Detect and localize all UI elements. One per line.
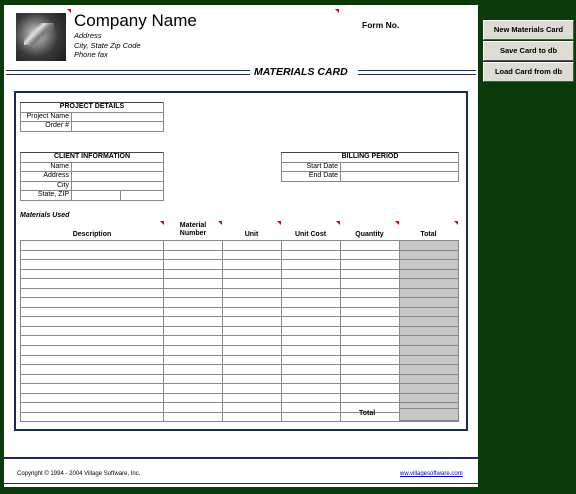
material-number-cell[interactable]: [163, 269, 222, 279]
col-description: Description: [72, 231, 112, 238]
title-bar: [4, 66, 478, 78]
col-unit-cost: Unit Cost: [294, 231, 327, 238]
table-row: [21, 307, 459, 317]
description-cell[interactable]: [21, 317, 164, 327]
description-cell[interactable]: [21, 326, 164, 336]
client-information-table: [20, 152, 164, 201]
client-address-label: Address: [21, 172, 72, 182]
col-material-number: Material Number: [179, 222, 207, 237]
table-row: [21, 298, 459, 308]
materials-table: [20, 240, 459, 422]
unit-cell[interactable]: [222, 279, 281, 289]
company-city-state-zip[interactable]: City, State Zip Code: [74, 41, 141, 50]
client-city-field[interactable]: [72, 181, 164, 191]
quantity-cell[interactable]: [340, 260, 399, 270]
unit-cell[interactable]: [222, 412, 281, 422]
comment-marker[interactable]: [395, 221, 399, 225]
material-number-cell[interactable]: [163, 336, 222, 346]
total-cell: [399, 250, 458, 260]
total-cell: [399, 317, 458, 327]
client-address-field[interactable]: [72, 172, 164, 182]
material-number-cell[interactable]: [163, 317, 222, 327]
unit-cell[interactable]: [222, 403, 281, 413]
material-number-cell[interactable]: [163, 326, 222, 336]
description-cell[interactable]: [21, 393, 164, 403]
total-cell: [399, 241, 458, 251]
unit-cost-cell[interactable]: [281, 326, 340, 336]
description-cell[interactable]: [21, 346, 164, 356]
unit-cell[interactable]: [222, 269, 281, 279]
comment-marker[interactable]: [454, 221, 458, 225]
material-number-cell[interactable]: [163, 298, 222, 308]
unit-cell[interactable]: [222, 355, 281, 365]
quantity-cell[interactable]: [340, 346, 399, 356]
material-number-cell[interactable]: [163, 279, 222, 289]
table-row: [21, 403, 459, 413]
quantity-cell[interactable]: [340, 279, 399, 289]
materials-used-label: Materials Used: [20, 212, 70, 219]
unit-cell[interactable]: [222, 346, 281, 356]
total-cell: [399, 307, 458, 317]
col-unit: Unit: [244, 231, 259, 238]
order-number-field[interactable]: [72, 122, 164, 132]
project-details-heading: PROJECT DETAILS: [21, 103, 164, 113]
unit-cell[interactable]: [222, 260, 281, 270]
unit-cost-cell[interactable]: [281, 346, 340, 356]
unit-cost-cell[interactable]: [281, 250, 340, 260]
total-cell: [399, 374, 458, 384]
project-name-field[interactable]: [72, 112, 164, 122]
unit-cost-cell[interactable]: [281, 298, 340, 308]
material-number-cell[interactable]: [163, 403, 222, 413]
footer-rule: [4, 483, 478, 484]
material-number-cell[interactable]: [163, 241, 222, 251]
material-number-cell[interactable]: [163, 260, 222, 270]
description-cell[interactable]: [21, 403, 164, 413]
table-row: [21, 241, 459, 251]
description-cell[interactable]: [21, 288, 164, 298]
description-cell[interactable]: [21, 250, 164, 260]
unit-cost-cell[interactable]: [281, 269, 340, 279]
description-cell[interactable]: [21, 269, 164, 279]
company-phone-fax[interactable]: Phone fax: [74, 50, 108, 59]
grand-total-label: Total: [359, 410, 376, 417]
table-row: [21, 374, 459, 384]
unit-cost-cell[interactable]: [281, 403, 340, 413]
table-row: [21, 384, 459, 394]
total-cell: [399, 384, 458, 394]
comment-marker[interactable]: [335, 9, 339, 13]
material-number-cell[interactable]: [163, 250, 222, 260]
company-address[interactable]: Address: [74, 31, 102, 40]
table-row: [21, 288, 459, 298]
start-date-label: Start Date: [282, 162, 341, 172]
total-cell: [399, 279, 458, 289]
total-cell: [399, 346, 458, 356]
description-cell[interactable]: [21, 260, 164, 270]
table-row: [21, 269, 459, 279]
table-row: [21, 346, 459, 356]
quantity-cell[interactable]: [340, 355, 399, 365]
material-number-cell[interactable]: [163, 412, 222, 422]
table-row: [21, 279, 459, 289]
description-cell[interactable]: [21, 298, 164, 308]
quantity-cell[interactable]: [340, 269, 399, 279]
client-state-zip-label: State, ZIP: [21, 191, 72, 201]
description-cell[interactable]: [21, 365, 164, 375]
unit-cost-cell[interactable]: [281, 260, 340, 270]
form-no-label: Form No.: [362, 20, 400, 30]
total-cell: [399, 393, 458, 403]
description-cell[interactable]: [21, 355, 164, 365]
description-cell[interactable]: [21, 307, 164, 317]
comment-marker[interactable]: [336, 221, 340, 225]
unit-cost-cell[interactable]: [281, 412, 340, 422]
description-cell[interactable]: [21, 336, 164, 346]
unit-cell[interactable]: [222, 307, 281, 317]
unit-cell[interactable]: [222, 384, 281, 394]
quantity-cell[interactable]: [340, 374, 399, 384]
quantity-cell[interactable]: [340, 241, 399, 251]
total-cell: [399, 260, 458, 270]
grand-total-cell: [399, 408, 459, 421]
materials-card-sheet: [4, 5, 478, 487]
page-title: MATERIALS CARD: [254, 66, 348, 78]
material-number-cell[interactable]: [163, 288, 222, 298]
material-number-cell[interactable]: [163, 374, 222, 384]
quantity-cell[interactable]: [340, 384, 399, 394]
end-date-label: End Date: [282, 172, 341, 182]
unit-cell[interactable]: [222, 241, 281, 251]
unit-cell[interactable]: [222, 365, 281, 375]
unit-cost-cell[interactable]: [281, 384, 340, 394]
unit-cost-cell[interactable]: [281, 241, 340, 251]
unit-cost-cell[interactable]: [281, 307, 340, 317]
unit-cell[interactable]: [222, 336, 281, 346]
unit-cell[interactable]: [222, 326, 281, 336]
unit-cost-cell[interactable]: [281, 393, 340, 403]
website-link[interactable]: ww.villagesoftware.com: [400, 471, 463, 477]
quantity-cell[interactable]: [340, 326, 399, 336]
start-date-field[interactable]: [341, 162, 459, 172]
billing-period-table: [281, 152, 459, 182]
unit-cost-cell[interactable]: [281, 336, 340, 346]
end-date-field[interactable]: [341, 172, 459, 182]
unit-cell[interactable]: [222, 298, 281, 308]
bottom-rule: [4, 457, 478, 459]
unit-cell[interactable]: [222, 374, 281, 384]
quantity-cell[interactable]: [340, 365, 399, 375]
material-number-cell[interactable]: [163, 393, 222, 403]
unit-cell[interactable]: [222, 250, 281, 260]
title-rule-left: [6, 70, 250, 75]
unit-cost-cell[interactable]: [281, 317, 340, 327]
table-row: [21, 412, 459, 422]
material-number-cell[interactable]: [163, 346, 222, 356]
table-row: [21, 365, 459, 375]
total-cell: [399, 269, 458, 279]
project-details-table: [20, 102, 164, 132]
material-number-cell[interactable]: [163, 365, 222, 375]
description-cell[interactable]: [21, 279, 164, 289]
material-number-cell[interactable]: [163, 355, 222, 365]
material-number-cell[interactable]: [163, 307, 222, 317]
client-zip-field[interactable]: [121, 191, 164, 201]
table-row: [21, 250, 459, 260]
unit-cell[interactable]: [222, 317, 281, 327]
quantity-cell[interactable]: [340, 250, 399, 260]
load-card-button[interactable]: Load Card from db: [483, 62, 574, 82]
copyright-text: Copyright © 1994 - 2004 Village Software, Inc.: [17, 471, 141, 477]
comment-marker[interactable]: [67, 9, 71, 13]
total-cell: [399, 298, 458, 308]
billing-period-heading: BILLING PERIOD: [282, 153, 459, 163]
company-logo: [16, 13, 66, 61]
total-cell: [399, 326, 458, 336]
comment-marker[interactable]: [218, 221, 222, 225]
table-row: [21, 336, 459, 346]
description-cell[interactable]: [21, 412, 164, 422]
quantity-cell[interactable]: [340, 393, 399, 403]
total-cell: [399, 288, 458, 298]
unit-cost-cell[interactable]: [281, 288, 340, 298]
quantity-cell[interactable]: [340, 288, 399, 298]
new-materials-card-button[interactable]: New Materials Card: [483, 20, 574, 40]
company-name[interactable]: Company Name: [74, 11, 197, 30]
table-row: [21, 260, 459, 270]
description-cell[interactable]: [21, 241, 164, 251]
table-row: [21, 326, 459, 336]
unit-cost-cell[interactable]: [281, 279, 340, 289]
quantity-cell[interactable]: [340, 317, 399, 327]
total-cell: [399, 365, 458, 375]
unit-cost-cell[interactable]: [281, 355, 340, 365]
unit-cell[interactable]: [222, 393, 281, 403]
client-state-field[interactable]: [72, 191, 121, 201]
table-row: [21, 317, 459, 327]
unit-cost-cell[interactable]: [281, 365, 340, 375]
material-number-cell[interactable]: [163, 384, 222, 394]
description-cell[interactable]: [21, 384, 164, 394]
quantity-cell[interactable]: [340, 298, 399, 308]
quantity-cell[interactable]: [340, 336, 399, 346]
table-row: [21, 355, 459, 365]
title-rule-right: [358, 70, 476, 75]
total-cell: [399, 336, 458, 346]
unit-cell[interactable]: [222, 288, 281, 298]
comment-marker[interactable]: [277, 221, 281, 225]
description-cell[interactable]: [21, 374, 164, 384]
col-total: Total: [420, 231, 437, 238]
project-name-label: Project Name: [21, 112, 72, 122]
save-card-button[interactable]: Save Card to db: [483, 41, 574, 61]
col-quantity: Quantity: [355, 231, 384, 238]
order-number-label: Order #: [21, 122, 72, 132]
client-name-label: Name: [21, 162, 72, 172]
client-city-label: City: [21, 181, 72, 191]
total-cell: [399, 355, 458, 365]
client-name-field[interactable]: [72, 162, 164, 172]
client-information-heading: CLIENT INFORMATION: [21, 153, 164, 163]
unit-cost-cell[interactable]: [281, 374, 340, 384]
quantity-cell[interactable]: [340, 307, 399, 317]
table-row: [21, 393, 459, 403]
